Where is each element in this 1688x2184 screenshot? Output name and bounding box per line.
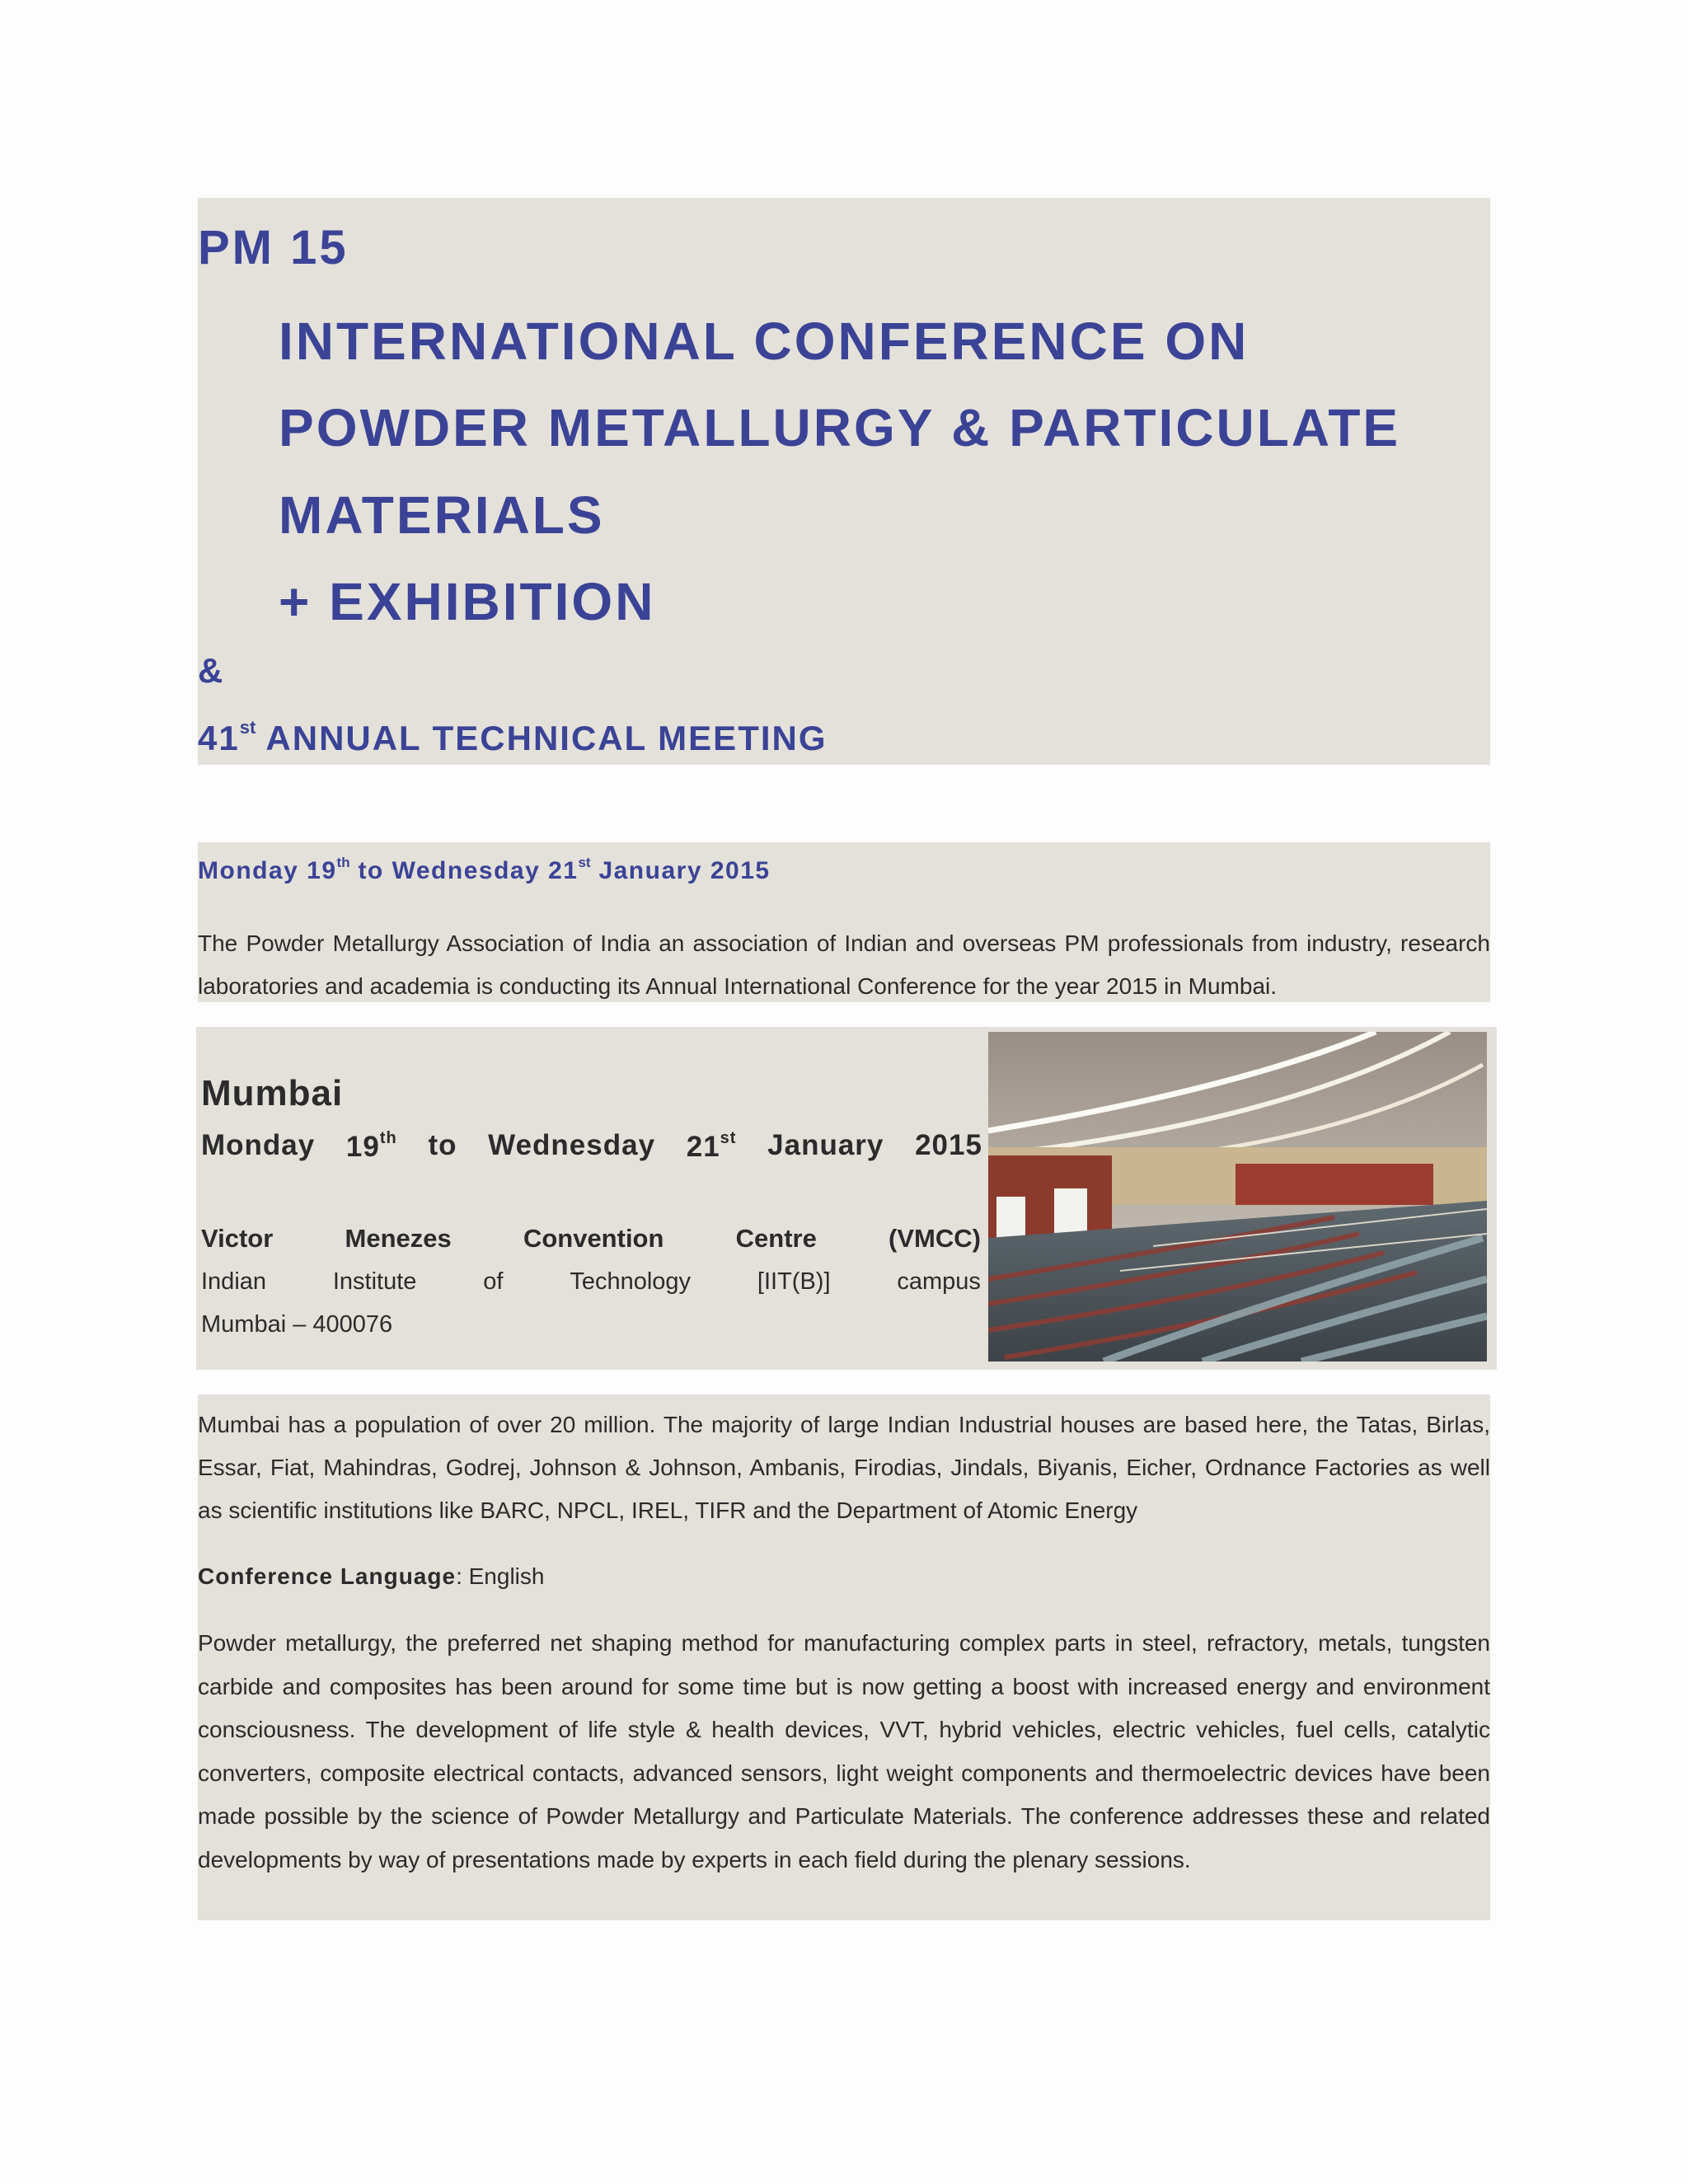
auditorium-photo	[988, 1032, 1487, 1361]
title-panel	[198, 198, 1490, 765]
venue-date-word: to	[428, 1129, 457, 1161]
conference-dates	[198, 855, 771, 886]
venue-date-word: 19th	[345, 1129, 397, 1163]
date-end-suffix: st	[578, 855, 591, 870]
date-start-suffix: th	[336, 855, 350, 870]
venue-date-word: 21st	[686, 1129, 737, 1163]
meeting-suffix: st	[239, 717, 256, 738]
venue-city: Mumbai	[201, 1073, 344, 1113]
about-mumbai-paragraph: Mumbai has a population of over 20 million. The majority of large Indian Industrial houses are based here, the Tatas, Birlas, Essar, Fiat, Mahindras, Godrej, Johnson & Johnson, Ambanis, Firodias, Jindals, Biyanis, Eicher, Ordnance Factories as well as scientific institutions like BARC, NPCL, IREL, TIFR and the Department of Atomic Energy	[198, 1412, 1490, 1523]
venue-date-word: Wednesday	[488, 1129, 656, 1161]
date-start: Monday 19	[198, 857, 337, 884]
venue-name-word: Centre	[735, 1224, 817, 1253]
venue-panel	[196, 1027, 1497, 1370]
venue-institute-word: [IIT(B)]	[757, 1268, 831, 1295]
venue-date-word: January	[767, 1129, 884, 1161]
language-separator: :	[456, 1563, 469, 1589]
venue-institute-word: campus	[897, 1268, 981, 1295]
venue-name	[201, 1223, 981, 1254]
date-end: January 2015	[598, 857, 771, 884]
venue-institute-word: Technology	[570, 1268, 692, 1295]
venue-dates	[201, 1128, 982, 1165]
conference-language	[198, 1563, 544, 1591]
title-ampersand: &	[198, 651, 223, 690]
title-line-1: INTERNATIONAL CONFERENCE ON	[279, 312, 1250, 371]
meeting-number: 41	[198, 719, 240, 757]
meeting-title: ANNUAL TECHNICAL MEETING	[265, 719, 828, 757]
intro-paragraph: The Powder Metallurgy Association of India an association of Indian and overseas PM professionals from industry, research laboratories and academia is conducting its Annual International Conference for the year 2015 in Mumbai.	[198, 930, 1490, 999]
title-line-3: MATERIALS	[279, 485, 605, 545]
title-line-4: + EXHIBITION	[279, 572, 656, 631]
annual-meeting-heading	[198, 719, 828, 756]
venue-institute-word: of	[483, 1268, 504, 1295]
powder-metallurgy-paragraph: Powder metallurgy, the preferred net shaping method for manufacturing complex parts in steel, refractory, metals, tungsten carbide and composites has been around for some time but is now getting a boost with increased energy and environment consciousness. The development of life style & health devices, VVT, hybrid vehicles, electric vehicles, fuel cells, catalytic converters, composite electrical contacts, advanced sensors, light weight components and thermoelectric devices have been made possible by the science of Powder Metallurgy and Particulate Materials. The conference addresses these and related developments by way of presentations made by experts in each field during the plenary sessions.	[198, 1630, 1490, 1872]
venue-name-word: Convention	[523, 1224, 664, 1253]
venue-name-word: (VMCC)	[889, 1224, 981, 1253]
venue-institute-word: Institute	[332, 1268, 417, 1295]
venue-date-word: Monday	[201, 1129, 316, 1161]
dates-panel	[198, 842, 1490, 1002]
venue-name-word: Victor	[201, 1224, 274, 1253]
venue-pincode: Mumbai – 400076	[201, 1311, 393, 1338]
venue-date-word: 2015	[915, 1129, 982, 1161]
date-connector: to Wednesday 21	[358, 857, 579, 884]
event-code: PM 15	[198, 221, 349, 274]
venue-institute-word: Indian	[201, 1268, 267, 1295]
about-panel	[198, 1394, 1490, 1920]
language-value: English	[468, 1563, 545, 1589]
venue-institute	[201, 1268, 981, 1296]
venue-name-word: Menezes	[345, 1224, 452, 1253]
title-line-2: POWDER METALLURGY & PARTICULATE	[279, 398, 1401, 457]
language-label: Conference Language	[198, 1563, 457, 1589]
